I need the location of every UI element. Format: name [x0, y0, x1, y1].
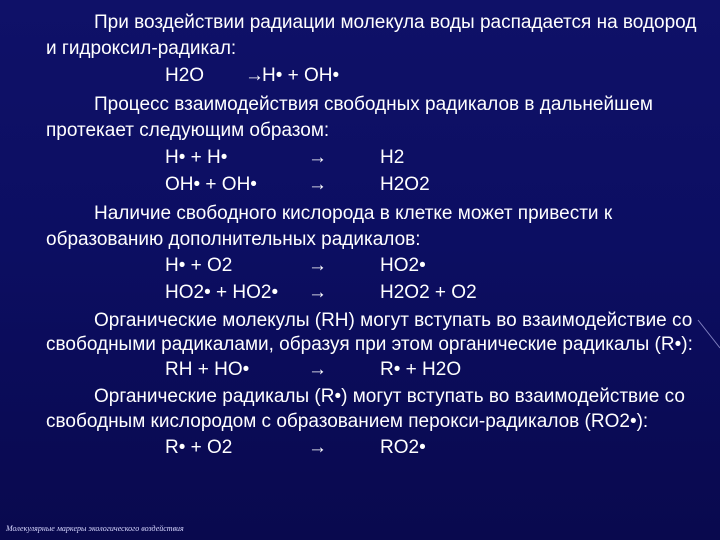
para2-line2: протекает следующим образом: [46, 120, 330, 141]
para3-line2: образованию дополнительных радикалов: [46, 229, 421, 250]
eq7-right: RO2• [380, 437, 426, 458]
para5-line1: Органические радикалы (R•) могут вступать во взаимодействие со [94, 386, 685, 407]
eq2-left: H• + H• [165, 147, 228, 168]
para2-line1: Процесс взаимодействия свободных радикалов в дальнейшем [94, 94, 653, 115]
decorative-line-icon [696, 318, 720, 352]
eq1-left: H2O [165, 65, 205, 86]
arrow-icon: → [308, 437, 327, 458]
para4-line2: свободными радикалами, образуя при этом органические радикалы (R•): [46, 334, 693, 355]
eq5-right: H2O2 + O2 [380, 282, 477, 303]
slide-footer: Молекулярные маркеры экологического воздействия [6, 524, 184, 533]
eq4-left: H• + O2 [165, 255, 233, 276]
eq2-right: H2 [380, 147, 405, 168]
eq5-left: HO2• + HO2• [165, 282, 279, 303]
arrow-icon: → [308, 359, 327, 380]
para3-line1: Наличие свободного кислорода в клетке может привести к [94, 203, 613, 224]
eq7-left: R• + O2 [165, 437, 233, 458]
eq6-left: RH + HO• [165, 359, 250, 380]
arrow-icon: → [308, 147, 327, 168]
eq3-right: H2O2 [380, 174, 430, 195]
arrow-icon: → [245, 65, 264, 86]
para5-line2: свободным кислородом с образованием перокси-радикалов (RO2•): [46, 411, 649, 432]
eq6-right: R• + H2O [380, 359, 462, 380]
eq1-right: H• + OH• [262, 65, 340, 86]
arrow-icon: → [308, 282, 327, 303]
para1-line2: и гидроксил-радикал: [46, 38, 237, 59]
para4-line1: Органические молекулы (RH) могут вступать во взаимодействие со [94, 310, 693, 331]
arrow-icon: → [308, 255, 327, 276]
arrow-icon: → [308, 174, 327, 195]
eq3-left: OH• + OH• [165, 174, 257, 195]
eq4-right: HO2• [380, 255, 426, 276]
para1-line1: При воздействии радиации молекула воды распадается на водород [94, 12, 697, 33]
